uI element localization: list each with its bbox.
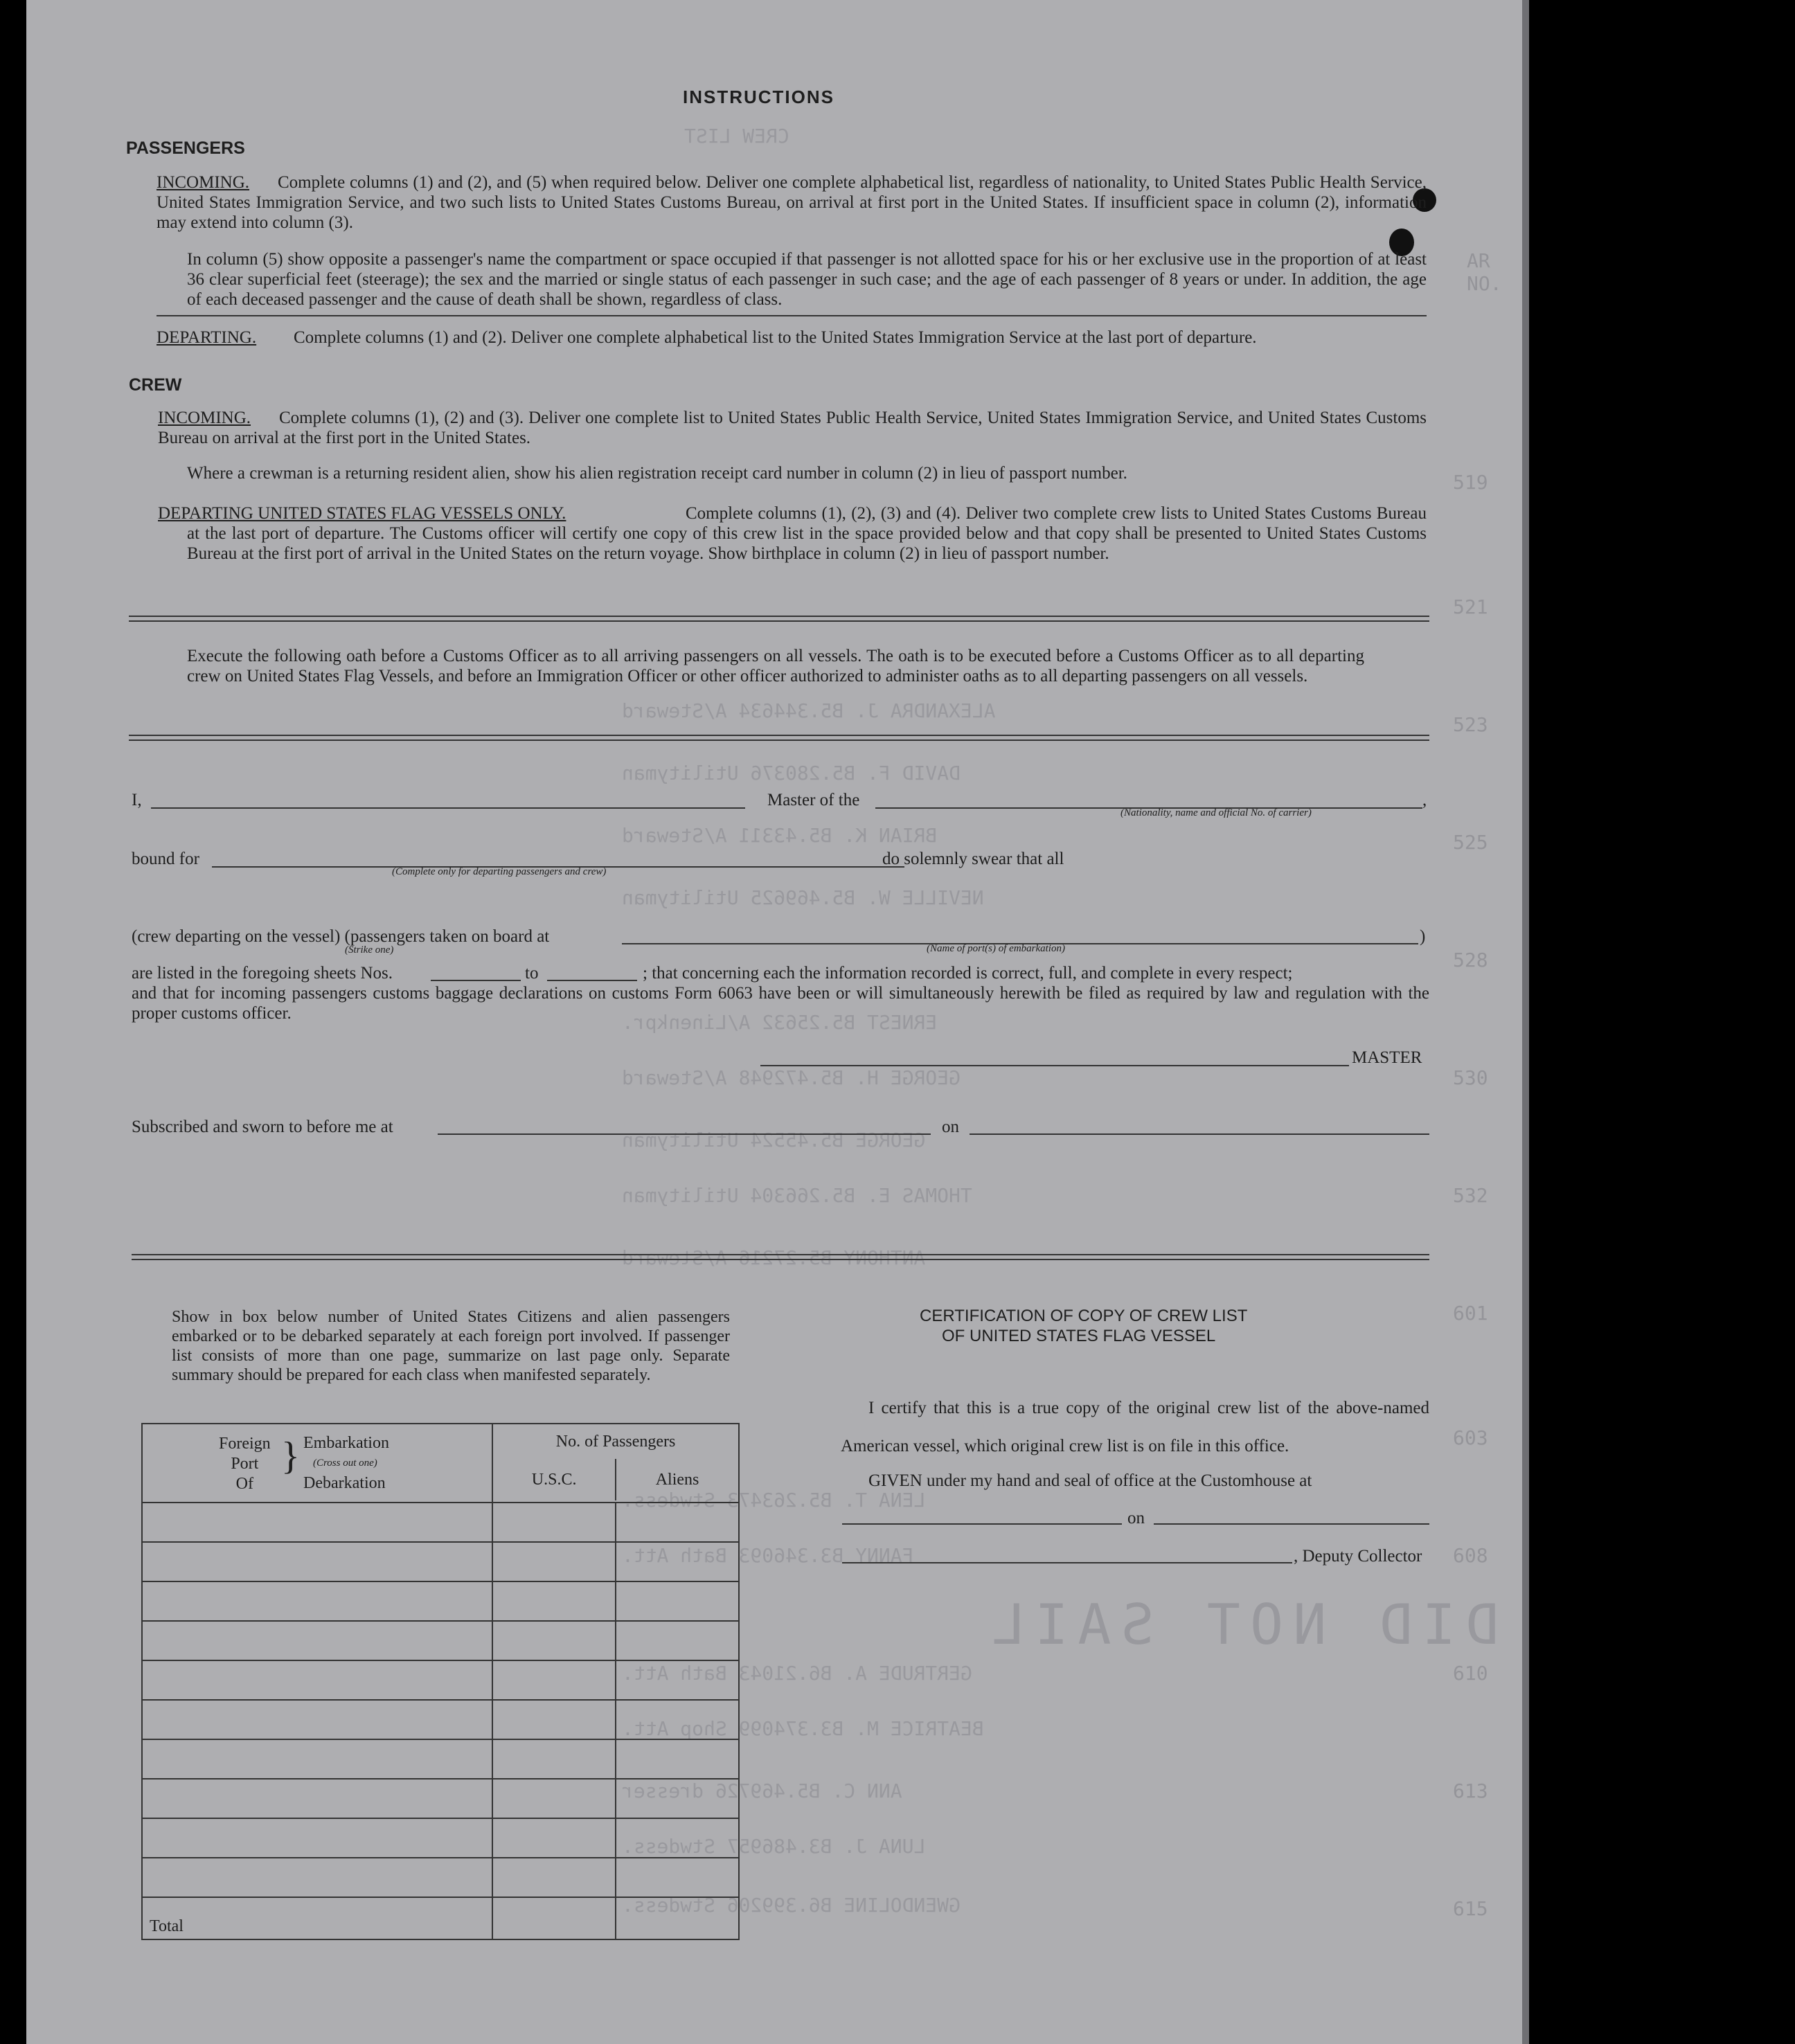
port-header-cell <box>142 1424 492 1503</box>
passenger-summary-table <box>141 1423 740 1940</box>
table-row <box>142 1581 739 1621</box>
subscribed-place-line[interactable] <box>438 1133 931 1135</box>
bleed-through: 525 <box>1453 831 1488 854</box>
aliens-cell[interactable] <box>616 1621 739 1660</box>
aliens-cell[interactable] <box>616 1503 739 1542</box>
passengers-incoming-label: INCOMING. <box>157 173 250 192</box>
table-row <box>142 1621 739 1660</box>
usc-label: U.S.C. <box>531 1471 577 1489</box>
bleed-through: GERTRUDE A. B6.21043 Bath Att. <box>622 1662 972 1685</box>
no-of-passengers-label: No. of Passengers <box>555 1433 676 1451</box>
ports-caption: (Name of port(s) of embarkation) <box>927 943 1065 954</box>
passengers-column5-text: In column (5) show opposite a passenger's name the compartment or space occupied if that passenger is not allotted space for his or her exclusive use in the proportion of at least 36 clear superficial feet (steerage); the sex and the married or single status of each passenger in such case; and the age of each passenger of 8 years or under. In addition, the age of each deceased passenger and the cause of death shall be shown, regardless of class. <box>187 250 1427 309</box>
crew-resident-text: Where a crewman is a returning resident alien, show his alien registration receipt card number in column (2) in lieu of passport number. <box>187 464 1127 483</box>
master-of-label: Master of the <box>767 791 860 809</box>
bleed-through: THOMAS E. B5.266304 Utilityman <box>622 1184 972 1207</box>
deputy-collector-label: , Deputy Collector <box>1294 1547 1422 1566</box>
aliens-cell[interactable] <box>616 1779 739 1818</box>
table-header-row <box>142 1424 739 1503</box>
aliens-cell[interactable] <box>616 1581 739 1621</box>
total-label: Total <box>142 1897 492 1939</box>
port-cell[interactable] <box>142 1858 492 1897</box>
bleed-through: ALEXANDRA J. B5.344634 A/Steward <box>622 699 996 722</box>
table-row <box>142 1660 739 1700</box>
document-page <box>26 0 1522 2044</box>
table-row <box>142 1700 739 1739</box>
bleed-through: BEATRICE M. B3.374099 Shop Att. <box>622 1717 984 1740</box>
bleed-through: 523 <box>1453 713 1488 736</box>
passengers-incoming-text <box>157 172 1427 233</box>
bleed-through: ANTHONY B5.27216 A/Steward <box>622 1246 926 1269</box>
usc-cell[interactable] <box>492 1858 616 1897</box>
page-edge <box>1522 0 1529 2044</box>
listed-text3: and that for incoming passengers customs baggage declarations on customs Form 6063 have been or will simultaneously herewith be filed as required by law and regulation with the proper customs officer. <box>132 984 1429 1023</box>
master-name-line[interactable] <box>151 807 745 809</box>
bleed-through: 521 <box>1453 595 1488 618</box>
strike-one-caption: (Strike one) <box>345 944 394 956</box>
bleed-through: 608 <box>1453 1544 1488 1567</box>
port-cell[interactable] <box>142 1779 492 1818</box>
bleed-through: CREW LIST <box>684 125 789 147</box>
usc-cell[interactable] <box>492 1621 616 1660</box>
bound-for-label: bound for <box>132 850 199 868</box>
comma: , <box>1422 791 1427 809</box>
subscribed-label: Subscribed and sworn to before me at <box>132 1118 393 1136</box>
port-cell[interactable] <box>142 1542 492 1581</box>
bleed-through: GWENDOLINE B6.399206 Stwdess. <box>622 1894 961 1917</box>
table-row <box>142 1739 739 1779</box>
given-text: GIVEN under my hand and seal of office at the Customhouse at <box>868 1471 1312 1490</box>
aliens-cell[interactable] <box>616 1858 739 1897</box>
usc-cell[interactable] <box>492 1818 616 1858</box>
oath-i-label: I, <box>132 791 142 809</box>
to-label: to <box>525 964 539 983</box>
summary-instructions: Show in box below number of United States Citizens and alien passengers embarked or to be debarked separately at each foreign port involved. If passenger list consists of more than one page, summarize on last page only. Separate summary should be prepared for each class when manifested separately. <box>172 1308 730 1384</box>
port-cell[interactable] <box>142 1503 492 1542</box>
port-cell[interactable] <box>142 1700 492 1739</box>
bleed-through: 610 <box>1453 1662 1488 1685</box>
listed-text: are listed in the foregoing sheets Nos. <box>132 964 393 983</box>
port-label: Port <box>231 1455 259 1473</box>
carrier-caption: (Nationality, name and official No. of carrier) <box>1120 807 1312 818</box>
double-rule <box>129 616 1429 622</box>
bleed-through: BRIAN K. B5.43311 A/Steward <box>622 824 938 847</box>
bleed-through: 532 <box>1453 1184 1488 1207</box>
bleed-through: LENA T. B5.263473 Stwdess. <box>622 1489 926 1512</box>
port-cell[interactable] <box>142 1660 492 1700</box>
table-row <box>142 1779 739 1818</box>
of-label: Of <box>235 1475 253 1493</box>
usc-cell[interactable] <box>492 1542 616 1581</box>
bleed-through: LUNA J. B3.486957 Stwdess. <box>622 1835 926 1858</box>
passengers-header-cell <box>492 1424 739 1503</box>
page-title: INSTRUCTIONS <box>683 87 834 107</box>
crew-departing-label: DEPARTING UNITED STATES FLAG VESSELS ONLY. <box>158 504 566 523</box>
bleed-through: 601 <box>1453 1302 1488 1325</box>
bleed-through: 530 <box>1453 1066 1488 1089</box>
sheet-from-line[interactable] <box>431 980 521 981</box>
deputy-signature-line[interactable] <box>842 1562 1292 1563</box>
debarkation-label: Debarkation <box>303 1474 386 1492</box>
bleed-through: 528 <box>1453 949 1488 971</box>
sheet-to-line[interactable] <box>547 980 637 981</box>
brace: } <box>281 1435 300 1478</box>
divider <box>157 315 1427 316</box>
port-cell[interactable] <box>142 1581 492 1621</box>
bleed-through: ERNEST B5.25632 A/Linenkpr. <box>622 1011 938 1034</box>
aliens-label: Aliens <box>615 1459 738 1500</box>
aliens-cell[interactable] <box>616 1739 739 1779</box>
usc-cell[interactable] <box>492 1700 616 1739</box>
usc-cell[interactable] <box>492 1581 616 1621</box>
certify-text: I certify that this is a true copy of the original crew list of the above-named American vessel, which original crew list is on file in this office. <box>841 1399 1429 1455</box>
foreign-label: Foreign <box>219 1435 271 1453</box>
subheader <box>493 1459 738 1500</box>
port-cell[interactable] <box>142 1621 492 1660</box>
usc-cell[interactable] <box>492 1739 616 1779</box>
oath-execute-text: Execute the following oath before a Customs Officer as to all arriving passengers on all vessels. The oath is to be executed before a Customs Officer as to all departing crew on United States Flag Vessels, and before an Immigration Officer or other officer authorized to administer oaths as to all departing passengers on all vessels. <box>187 647 1364 685</box>
bleed-through: GEORGE B5.45524 Utilityman <box>622 1129 926 1151</box>
subscribed-date-line[interactable] <box>970 1133 1429 1135</box>
master-label: MASTER <box>1352 1048 1422 1067</box>
bleed-through: FANNY B3.346093 Bath Att. <box>622 1544 914 1567</box>
master-signature-line[interactable] <box>760 1065 1349 1066</box>
bound-for-caption: (Complete only for departing passengers and crew) <box>392 866 607 877</box>
bleed-through: 519 <box>1453 471 1488 494</box>
crew-incoming-label: INCOMING. <box>158 409 251 427</box>
table-row <box>142 1818 739 1858</box>
certification-title-line1: CERTIFICATION OF COPY OF CREW LIST <box>920 1307 1248 1325</box>
foreign-port-of <box>219 1434 271 1494</box>
double-rule <box>132 1254 1429 1260</box>
usc-cell[interactable] <box>492 1660 616 1700</box>
aliens-cell[interactable] <box>616 1818 739 1858</box>
aliens-cell[interactable] <box>616 1660 739 1700</box>
on-label: on <box>942 1118 959 1136</box>
passengers-heading: PASSENGERS <box>126 138 245 158</box>
close-paren: ) <box>1420 927 1426 946</box>
passengers-departing-text: Complete columns (1) and (2). Deliver one complete alphabetical list to the United States Immigration Service at the last port of departure. <box>294 328 1257 347</box>
bleed-through: 613 <box>1453 1779 1488 1802</box>
crew-incoming-text: Complete columns (1), (2) and (3). Deliver one complete list to United States Public Health Service, United States Immigration Service, and United States Customs Bureau on arrival at the first port in the United States. <box>158 409 1427 447</box>
crew-heading: CREW <box>129 375 182 395</box>
bleed-through: GEORGE H. B5.472948 A/Steward <box>622 1066 961 1089</box>
bleed-through: ANN C. B5.469726 dresser <box>622 1779 902 1802</box>
total-row <box>142 1897 739 1939</box>
crew-passengers-text: (crew departing on the vessel) (passengers taken on board at <box>132 927 550 946</box>
bleed-through: 615 <box>1453 1897 1488 1920</box>
cert-date-line[interactable] <box>1154 1523 1429 1525</box>
usc-cell[interactable] <box>492 1779 616 1818</box>
bleed-through: DAVID F. B5.280376 Utilityman <box>622 762 961 785</box>
table-row <box>142 1503 739 1542</box>
bleed-through-stamp: DID NOT SAIL <box>982 1593 1499 1657</box>
cross-out-caption: (Cross out one) <box>313 1458 377 1469</box>
table-row <box>142 1542 739 1581</box>
certification-title-line2: OF UNITED STATES FLAG VESSEL <box>942 1327 1216 1345</box>
customhouse-line[interactable] <box>842 1523 1122 1525</box>
aliens-cell[interactable] <box>616 1700 739 1739</box>
aliens-total-cell[interactable] <box>616 1897 739 1939</box>
usc-total-cell[interactable] <box>492 1897 616 1939</box>
passengers-incoming-body: Complete columns (1) and (2), and (5) when required below. Deliver one complete alphabetical list, regardless of nationality, to United States Public Health Service, United States Immigration Service, and two such lists to United States Customs Bureau, on arrival at first port in the United States. If insufficient space in column (2), information may extend into column (3). <box>157 173 1427 232</box>
crew-departing-text: Complete columns (1), (2), (3) and (4). Deliver two complete crew lists to United States Customs Bureau at the last port of departure. The Customs officer will certify one copy of this crew list in the space provided below and that copy shall be presented to United States Customs Bureau at the first port of arrival in the United States on the return voyage. Show birthplace in column (2) in lieu of passport number. <box>187 504 1427 563</box>
aliens-cell[interactable] <box>616 1542 739 1581</box>
listed-text2: ; that concerning each the information recorded is correct, full, and complete in every respect; <box>643 964 1293 983</box>
swear-text: do solemnly swear that all <box>882 850 1064 868</box>
double-rule <box>129 735 1429 741</box>
bleed-through: 603 <box>1453 1426 1488 1449</box>
embarkation-label: Embarkation <box>303 1434 389 1452</box>
usc-cell[interactable] <box>492 1503 616 1542</box>
port-cell[interactable] <box>142 1739 492 1779</box>
passengers-departing-label: DEPARTING. <box>157 328 257 347</box>
bleed-through: NEVILLE W. B5.469625 Utilityman <box>622 886 984 909</box>
port-cell[interactable] <box>142 1818 492 1858</box>
cert-on-label: on <box>1127 1509 1145 1527</box>
bleed-through: AR NO. <box>1467 249 1502 295</box>
table-row <box>142 1858 739 1897</box>
